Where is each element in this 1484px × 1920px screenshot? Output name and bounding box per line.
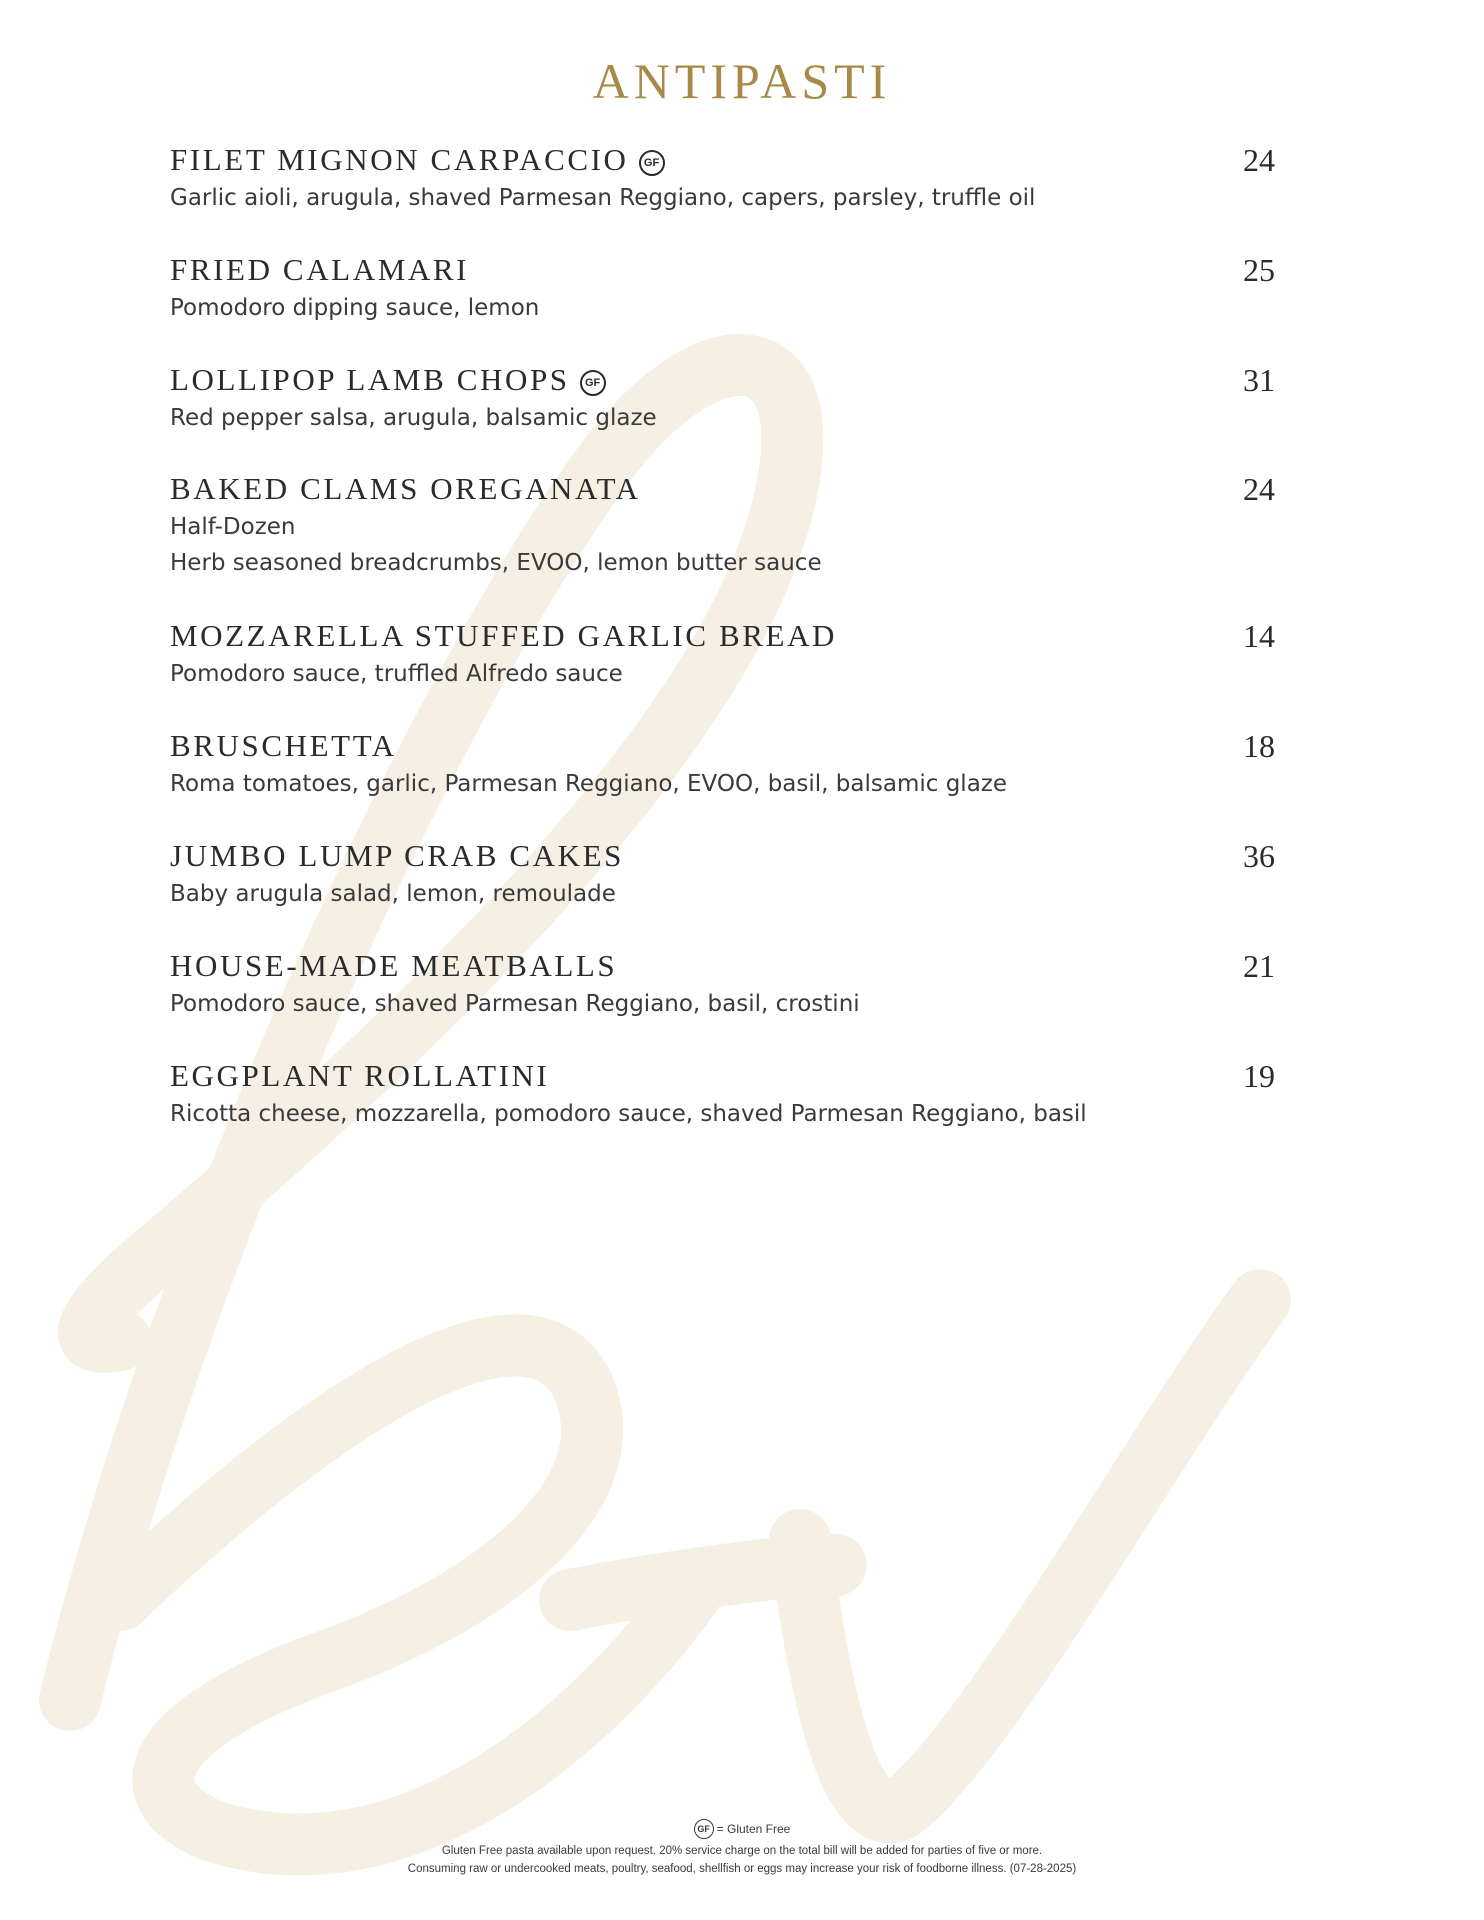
menu-item (170, 360, 1290, 436)
item-name: BAKED CLAMS OREGANATA (170, 471, 641, 506)
item-price: 24 (1243, 142, 1275, 178)
menu-item (170, 1056, 1290, 1132)
item-name: JUMBO LUMP CRAB CAKES (170, 838, 624, 873)
footer-note-health-advisory: Consuming raw or undercooked meats, poultry, seafood, shellfish or eggs may increase your risk of foodborne illness. (07-28-2025) (407, 1863, 1077, 1875)
item-name: LOLLIPOP LAMB CHOPS (170, 362, 570, 397)
item-price: 19 (1243, 1058, 1275, 1094)
menu-item (170, 616, 1290, 692)
item-price: 25 (1243, 252, 1275, 288)
item-price: 36 (1243, 838, 1275, 874)
item-price: 31 (1243, 362, 1275, 398)
menu-item (170, 469, 1290, 581)
monogram-stroke-v (800, 1300, 1260, 1812)
menu-item (170, 250, 1290, 326)
item-name: FILET MIGNON CARPACCIO (170, 142, 629, 177)
menu-item (170, 726, 1290, 802)
section-title: ANTIPASTI (592, 53, 892, 109)
menu-item (170, 946, 1290, 1022)
item-name: EGGPLANT ROLLATINI (170, 1058, 550, 1093)
item-description: Garlic aioli, arugula, shaved Parmesan Reggiano, capers, parsley, truffle oil (170, 185, 1036, 211)
item-description: Ricotta cheese, mozzarella, pomodoro sauce, shaved Parmesan Reggiano, basil (170, 1101, 1087, 1127)
gluten-free-legend (0, 1818, 1484, 1842)
item-description: Pomodoro sauce, shaved Parmesan Reggiano, basil, crostini (170, 991, 860, 1017)
item-name: MOZZARELLA STUFFED GARLIC BREAD (170, 618, 838, 653)
footer (0, 1818, 1484, 1878)
footer-note-service-charge: Gluten Free pasta available upon request. 20% service charge on the total bill will be added for parties of five or more. (441, 1845, 1043, 1857)
item-description: Baby arugula salad, lemon, remoulade (170, 881, 616, 907)
item-price: 18 (1243, 728, 1275, 764)
gluten-free-icon: GF (639, 150, 665, 176)
item-description: Herb seasoned breadcrumbs, EVOO, lemon butter sauce (170, 550, 822, 576)
item-description: Pomodoro sauce, truffled Alfredo sauce (170, 661, 623, 687)
item-description: Half-Dozen (170, 514, 296, 540)
item-price: 14 (1243, 618, 1275, 654)
menu-item (170, 140, 1290, 216)
item-name: HOUSE-MADE MEATBALLS (170, 948, 618, 983)
item-price: 21 (1243, 948, 1275, 984)
item-description: Red pepper salsa, arugula, balsamic glaze (170, 405, 657, 431)
item-name: FRIED CALAMARI (170, 252, 470, 287)
legend-text: = Gluten Free (716, 1821, 791, 1836)
gluten-free-icon: GF (694, 1819, 714, 1839)
gluten-free-icon: GF (580, 370, 606, 396)
item-description: Pomodoro dipping sauce, lemon (170, 295, 540, 321)
item-description: Roma tomatoes, garlic, Parmesan Reggiano, EVOO, basil, balsamic glaze (170, 771, 1008, 797)
menu-item (170, 836, 1290, 912)
item-price: 24 (1243, 471, 1275, 507)
item-name: BRUSCHETTA (170, 728, 397, 763)
